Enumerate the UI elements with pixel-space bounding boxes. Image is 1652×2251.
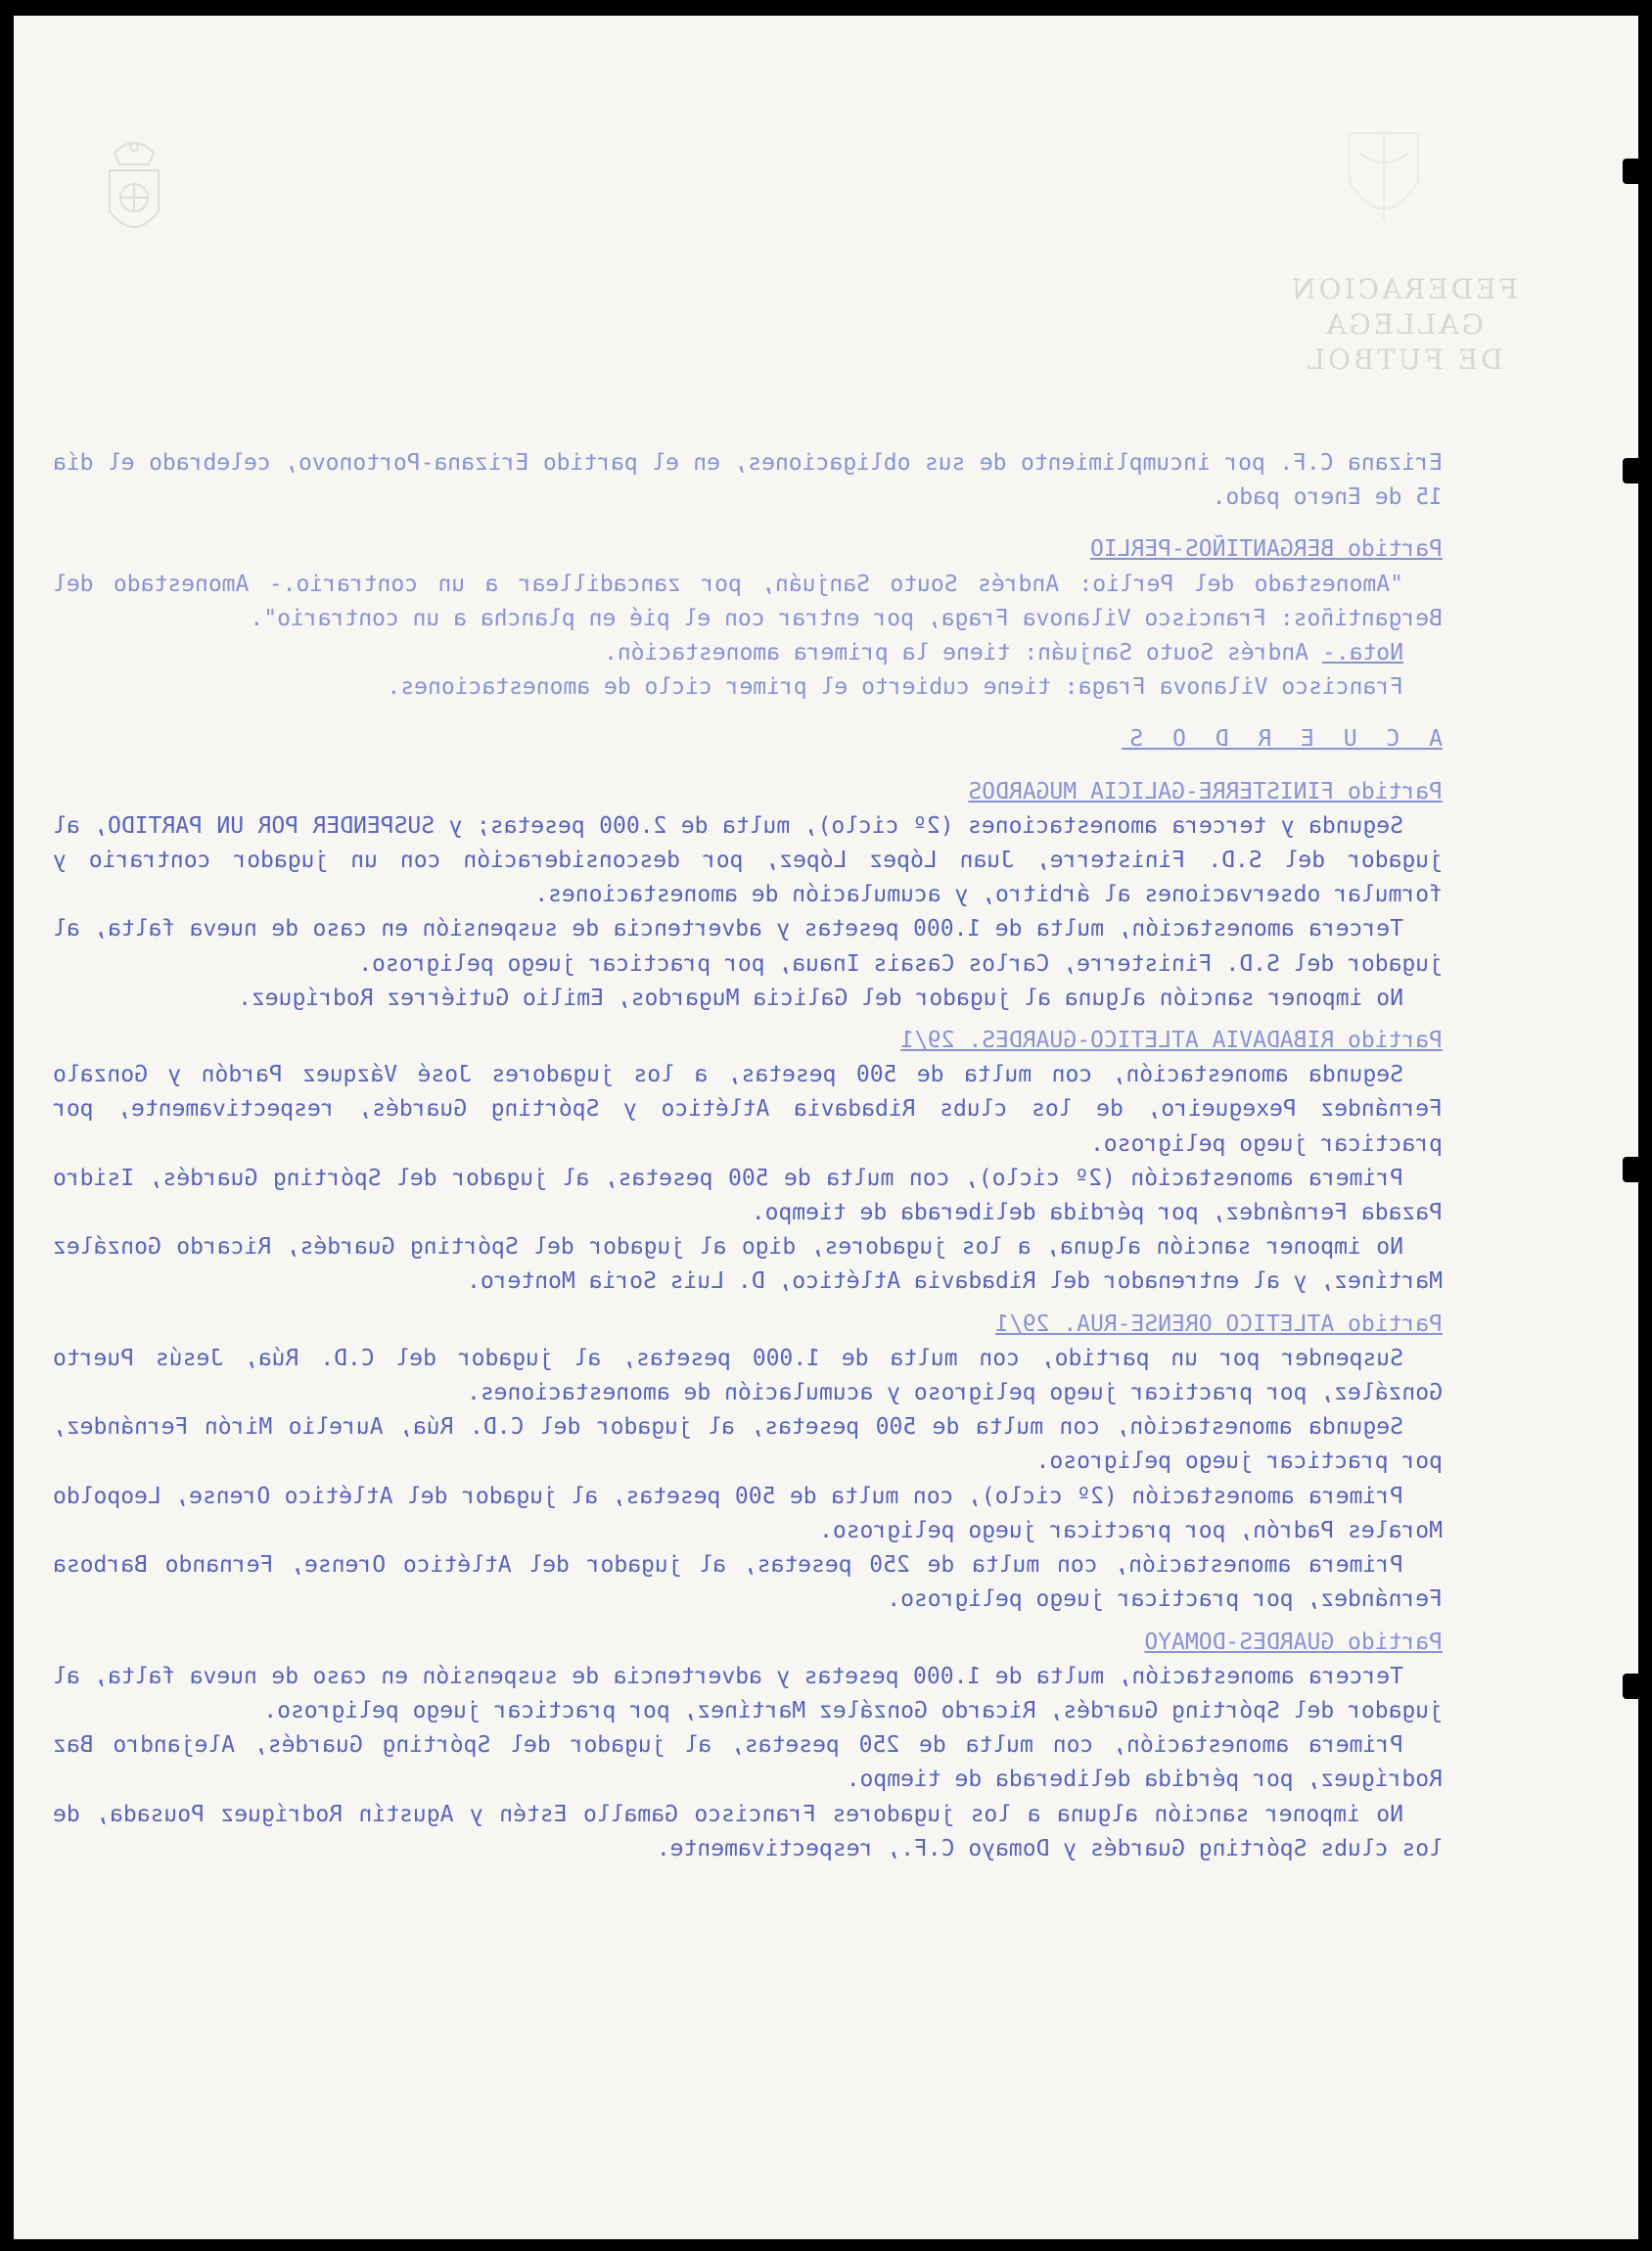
paragraph: Primera amonestación (2º ciclo), con multa de 500 pesetas, al jugador del Atlético Orense, Leopoldo Morales Padrón, por practicar juego peligroso. [53, 1483, 1443, 1543]
note-label: Nota.- [1321, 640, 1403, 666]
binder-tab [1623, 159, 1638, 184]
letterhead-line2: DE FUTBOL [1304, 344, 1503, 376]
paragraph: Primera amonestación, con multa de 250 pesetas, al jugador del Spórting Guardés, Alejandro Baz Rodríguez, por pérdida deliberada de tiempo. [53, 1732, 1443, 1793]
paragraph: Primera amonestación, con multa de 250 pesetas, al jugador del Atlético Orense, Fernando Barbosa Fernández, por practicar juego peligroso. [53, 1552, 1443, 1613]
note-line: Francisco Vilanova Fraga: tiene cubierto el primer ciclo de amonestaciones. [387, 674, 1403, 701]
paragraph: Primera amonestación (2º ciclo), con multa de 500 pesetas, al jugador del Spórting Guardés, Isidro Pazada Fernández, por pérdida deliberada de tiempo. [53, 1165, 1443, 1226]
match-heading: Partido ATLETICO ORENSE-RUA. 29/1 [995, 1310, 1443, 1337]
binder-tab [1623, 1674, 1638, 1699]
match-heading: Partido GUARDES-DOMAYO [1144, 1629, 1443, 1655]
acuerdos-title: A C U E R D O S [1122, 726, 1443, 753]
letterhead-watermark [1208, 272, 1599, 378]
match-heading: Partido RIBADAVIA ATLETICO-GUARDES. 29/1 [900, 1028, 1443, 1054]
match-heading: Partido BERGANTIÑOS-PERLIO [1089, 536, 1443, 563]
document-body [53, 446, 1443, 1866]
match-heading: Partido FINISTERRE-GALICIA MUGARDOS [968, 778, 1443, 804]
federation-emblem-watermark-icon [1340, 123, 1428, 241]
paragraph: Segunda y tercera amonestaciones (2º ciclo), multa de 2.000 pesetas; y SUSPENDER POR UN PARTIDO, al jugador del S.D. Finisterre, Juan López López, por desconsideración con un jugador contrario y formular observaciones al árbitro, y acumulación de amonestaciones. [53, 812, 1443, 908]
paragraph: No imponer sanción alguna, a los jugadores, digo al jugador del Spórting Guardés, Ricardo González Martínez, y al entrenador del Ribadavia Atlético, D. Luis Soria Montero. [53, 1234, 1443, 1295]
binder-tab [1623, 458, 1638, 483]
binder-tab [1623, 1157, 1638, 1182]
paragraph: No imponer sanción alguna al jugador del Galicia Mugardos, Emilio Gutiérrez Rodríguez. [238, 985, 1403, 1011]
paragraph: Segunda amonestación, con multa de 500 pesetas, al jugador del C.D. Rúa, Aurelio Mirón Fernández, por practicar juego peligroso. [53, 1414, 1443, 1475]
paragraph: "Amonestado del Perlio: Andrés Souto Sanjuán, por zancadillear a un contrario.- Amonestado del Bergantiños: Francisco Vilanova Fraga, por entrar con el pié en plancha a un contrario". [53, 571, 1443, 631]
paper-sheet [14, 16, 1638, 2239]
note-line [53, 636, 1443, 670]
paragraph: Suspender por un partido, con multa de 1.000 pesetas, al jugador del C.D. Rúa, Jesús Puerto González, por practicar juego peligroso y acumulación de amonestaciones. [53, 1345, 1443, 1406]
paragraph: No imponer sanción alguna a los jugadores Francisco Gamallo Estén y Agustín Rodríguez Pousada, de los clubs Spórting Guardés y Domayo C.F., respectivamente. [53, 1801, 1443, 1861]
note-text: Andrés Souto Sanjuán: tiene la primera amonestación. [603, 640, 1309, 666]
crest-watermark-icon [90, 133, 178, 251]
letterhead-line1: FEDERACION GALLEGA [1289, 273, 1518, 341]
paragraph: Tercera amonestación, multa de 1.000 pesetas y advertencia de suspensión en caso de nueva falta, al jugador del S.D. Finisterre, Carlos Casais Inaua, por practicar juego peligroso. [53, 916, 1443, 977]
intro-paragraph: Erizana C.F. por incumplimiento de sus obligaciones, en el partido Erizana-Portonovo, celebrado el día 15 de Enero pado. [53, 450, 1443, 511]
paragraph: Segunda amonestación, con multa de 500 pesetas, a los jugadores José Vázquez Pardón y Gonzalo Fernández Pexegueiro, de los clubs Ribadavia Atlético y Spórting Guardés, respectivamente, por practicar juego peligroso. [53, 1062, 1443, 1157]
paragraph: Tercera amonestación, multa de 1.000 pesetas y advertencia de suspensión en caso de nueva falta, al jugador del Spórting Guardés, Ricardo González Martínez, por practicar juego peligroso. [53, 1663, 1443, 1723]
